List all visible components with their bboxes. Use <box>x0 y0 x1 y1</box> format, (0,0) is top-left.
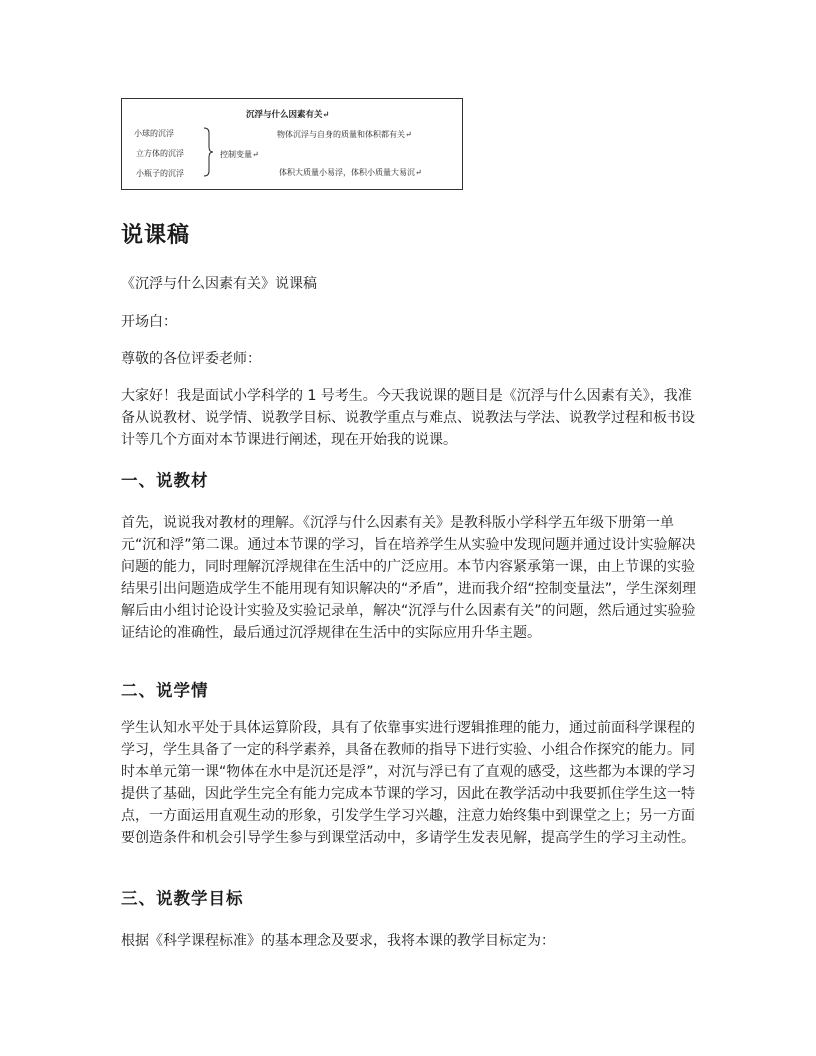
brace-icon <box>202 127 214 177</box>
section-body-goals: 根据《科学课程标准》的基本理念及要求，我将本课的教学目标定为： <box>121 933 555 949</box>
greeting: 尊敬的各位评委老师： <box>121 351 261 367</box>
blackboard-design-figure <box>121 98 463 190</box>
board-left-item: 小瓶子的沉浮 <box>136 169 184 178</box>
board-left-item: 小球的沉浮 <box>134 129 174 138</box>
board-title: 沉浮与什么因素有关↵ <box>246 110 330 120</box>
board-right-item: 体积大质量小易浮，体积小质量大易沉↵ <box>279 168 422 177</box>
page-title: 说课稿 <box>121 223 191 248</box>
doc-subtitle: 《沉浮与什么因素有关》说课稿 <box>121 276 317 292</box>
intro-paragraph: 大家好！我是面试小学科学的 1 号考生。今天我说课的题目是《沉浮与什么因素有关》，我准备从说教材、说学情、说教学目标、说教学重点与难点、说教法与学法、说教学过程和板书设计等几个方面对本节课进行阐述，现在开始我的说课。 <box>121 388 695 448</box>
section-heading-textbook: 一、说教材 <box>121 471 209 490</box>
section-heading-goals: 三、说教学目标 <box>121 889 244 908</box>
section-body-students: 学生认知水平处于具体运算阶段，具有了依靠事实进行逻辑推理的能力，通过前面科学课程的学习，学生具备了一定的科学素养，具备在教师的指导下进行实验、小组合作探究的能力。同时本单元第一课“物体在水中是沉还是浮”，对沉与浮已有了直观的感受，这些都为本课的学习提供了基础，因此学生完全有能力完成本节课的学习，因此在教学活动中我要抓住学生这一特点，一方面运用直观生动的形象，引发学生学习兴趣，注意力始终集中到课堂之上；另一方面要创造条件和机会引导学生参与到课堂活动中，多请学生发表见解，提高学生的学习主动性。 <box>121 720 696 846</box>
section-body-textbook: 首先，说说我对教材的理解。《沉浮与什么因素有关》是教科版小学科学五年级下册第一单元“沉和浮”第二课。通过本节课的学习，旨在培养学生从实验中发现问题并通过设计实验解决问题的能力，同时理解沉浮规律在生活中的广泛应用。本节内容紧承第一课，由上节课的实验结果引出问题造成学生不能用现有知识解决的“矛盾”，进而我介绍“控制变量法”，学生深刻理解后由小组讨论设计实验及实验记录单，解决“沉浮与什么因素有关”的问题，然后通过实验验证结论的准确性，最后通过沉浮规律在生活中的实际应用升华主题。 <box>121 515 697 641</box>
board-left-item: 立方体的沉浮 <box>136 149 184 158</box>
board-right-item: 物体沉浮与自身的质量和体积都有关↵ <box>277 130 412 139</box>
opening-label: 开场白： <box>121 314 177 330</box>
board-middle-label: 控制变量↵ <box>220 150 259 159</box>
section-heading-students: 二、说学情 <box>121 681 209 700</box>
